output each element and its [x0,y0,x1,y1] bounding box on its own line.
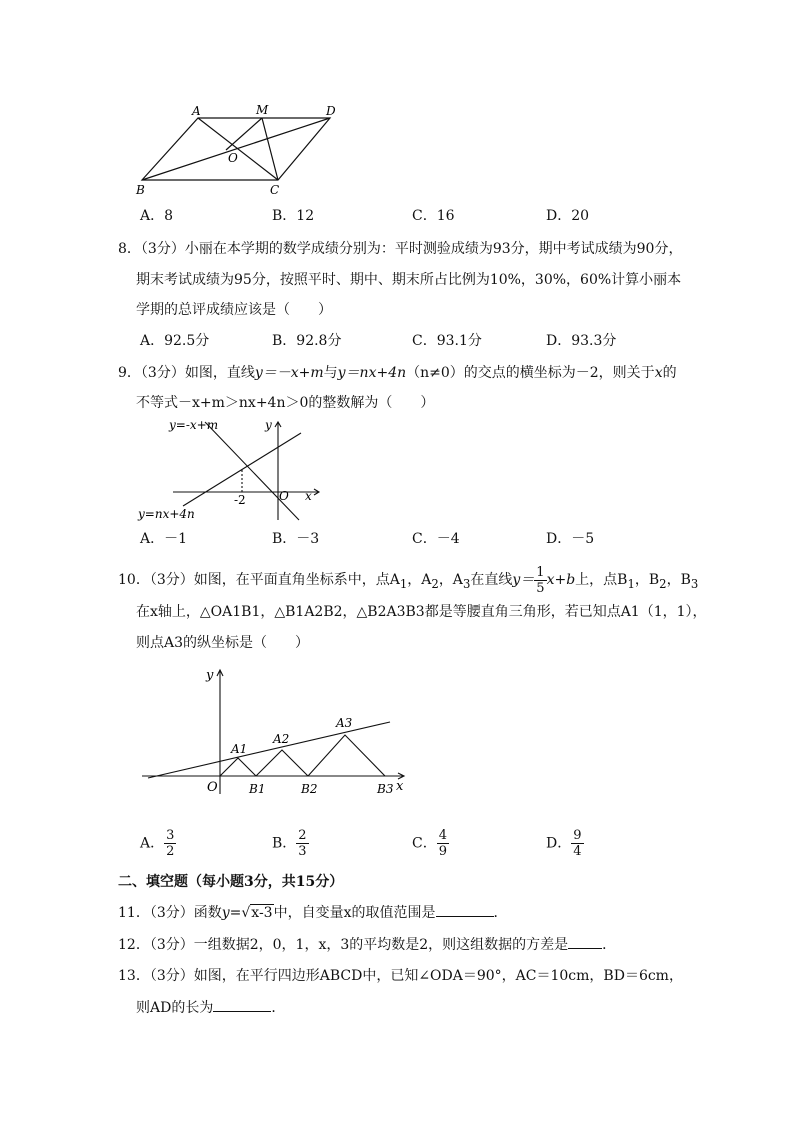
q8-option-c: C．93.1分 [412,333,482,349]
q10-option-d-num: 9 [573,828,582,843]
q11-func: y= [221,905,242,921]
q7-option-a: A．8 [140,208,174,224]
q7-option-c: C．16 [412,208,455,224]
q10-option-b-den: 3 [298,844,307,859]
q10-text-4: 在直线 [470,572,513,588]
q11-sqrt-sign: √ [241,905,251,921]
q10-eq-pre: y＝ [512,572,535,588]
q12-end: ． [602,937,617,953]
q12-answer-blank[interactable] [568,934,602,949]
q10-text-2: ，A [407,572,432,588]
q10-sub-a2: 2 [431,576,439,591]
q13-line-2 [136,997,285,1018]
q9-var-x: x [654,365,663,381]
q12-line [118,934,616,955]
q13-end: ． [271,1000,286,1016]
fig10-label-o: O [207,780,218,795]
q10-option-b-num: 2 [298,828,307,843]
q9-line-1 [118,363,677,383]
q9-option-d: D．－5 [546,531,595,547]
q11-radicand: x-3 [251,905,273,921]
q10-option-d-den: 4 [573,844,582,859]
fig9-label-line1: y=-x+m [169,418,219,432]
q10-line-3: 则点A3的纵坐标是（ ） [136,635,310,651]
fig7-label-a: A [192,104,201,118]
section-2-heading: 二、填空题（每小题3分，共15分） [118,874,344,890]
q10-text-1: 10．（3分）如图，在平面直角坐标系中，点A [118,572,400,588]
q10-option-b-letter: B． [272,835,297,852]
q10-option-c-den: 9 [438,844,447,859]
q10-option-a-num: 3 [166,828,175,843]
q10-sub-a1: 1 [399,576,408,591]
q9-text-1: 9．（3分）如图，直线 [118,365,255,381]
q8-option-b: B．92.8分 [272,333,342,349]
q9-text-2: 与 [323,365,338,381]
q9-option-a: A．－1 [140,531,188,547]
q9-eq-2: y＝nx+4n [337,365,407,381]
q10-option-c-letter: C． [412,835,437,852]
q13-text: 则AD的长为 [136,1000,214,1016]
q13-line-1: 13．（3分）如图，在平行四边形ABCD中，已知∠ODA＝90°，AC＝10cm，BD＝6cm， [118,968,683,984]
q9-option-b: B．－3 [272,531,320,547]
q10-option-a-letter: A． [140,835,165,852]
fig7-label-m: M [256,103,269,117]
fig10-label-b1: B1 [249,782,266,796]
q9-text-3: （n≠0）的交点的横坐标为－2，则关于 [406,365,655,381]
q8-line-2: 期末考试成绩为95分，按照平时、期中、期末所占比例为10%，30%，60%计算小丽本 [136,272,682,288]
q10-text-6: ，B [634,572,660,588]
q9-line-2: 不等式－x+m＞nx+4n＞0的整数解为（ ） [136,395,435,411]
fig7-label-b: B [136,183,145,197]
q10-option-c [412,828,449,859]
fig10-label-b3: B3 [377,782,394,796]
q10-text-7: ，B [666,572,691,588]
q11-text-2: 中，自变量x的取值范围是 [273,905,436,921]
q10-sub-a3: 3 [462,576,471,591]
q11-answer-blank[interactable] [436,902,494,917]
q10-text-3: ，A [438,572,463,588]
q10-line-1 [118,563,698,601]
fig10-label-a1: A1 [231,742,248,756]
q10-sub-b1: 1 [627,576,635,591]
q8-option-a: A．92.5分 [140,333,210,349]
fig10-label-a2: A2 [273,732,290,746]
q7-option-d: D．20 [546,208,590,224]
q10-slope-den: 5 [536,580,545,596]
q8-option-d: D．93.3分 [546,333,617,349]
q10-eq-post: x+b [546,572,576,588]
fig9-label-x: x [305,489,312,503]
fig9-label-o: O [279,489,289,503]
q10-text-5: 上，点B [575,572,628,588]
q10-triangles-figure [140,664,415,800]
q9-option-c: C．－4 [412,531,460,547]
fig7-label-c: C [270,183,280,197]
fig7-label-d: D [326,104,336,118]
q8-line-1: 8．（3分）小丽在本学期的数学成绩分别为：平时测验成绩为93分，期中考试成绩为90分， [118,241,683,257]
q10-slope-num: 1 [536,564,545,580]
q10-option-a-den: 2 [166,844,175,859]
q10-sub-b2: 2 [659,576,667,591]
q10-slope-fraction [534,565,546,596]
q13-answer-blank[interactable] [213,997,271,1012]
q11-end: ． [493,905,508,921]
q10-option-b [272,828,309,859]
fig10-label-a3: A3 [336,716,353,730]
fig9-label-y: y [265,418,272,432]
fig10-label-b2: B2 [301,782,318,796]
q10-option-a [140,828,176,859]
q9-line-graph-figure [135,416,335,522]
fig10-label-y: y [206,668,214,683]
fig10-label-x: x [396,779,404,794]
q9-eq-1: y＝－x+m [254,365,324,381]
q10-option-c-num: 4 [438,828,447,843]
q10-option-d-letter: D． [546,835,572,852]
q12-text: 12．（3分）一组数据2，0，1，x，3的平均数是2，则这组数据的方差是 [118,937,569,953]
q8-line-3: 学期的总评成绩应该是（ ） [136,302,332,318]
fig9-label-line2: y=nx+4n [138,507,195,521]
q7-parallelogram-figure [130,98,350,198]
fig7-label-o: O [228,151,238,165]
q9-text-4: 的 [662,365,677,381]
q11-text-1: 11．（3分）函数 [118,905,222,921]
fig9-label-tick: -2 [234,493,246,507]
q10-option-d [546,828,584,859]
q7-option-b: B．12 [272,208,315,224]
q11-line [118,902,508,923]
q10-sub-b3: 3 [690,576,699,591]
q10-line-2: 在x轴上，△OA1B1，△B1A2B2，△B2A3B3都是等腰直角三角形，若已知点A1（1，1）， [136,604,707,620]
